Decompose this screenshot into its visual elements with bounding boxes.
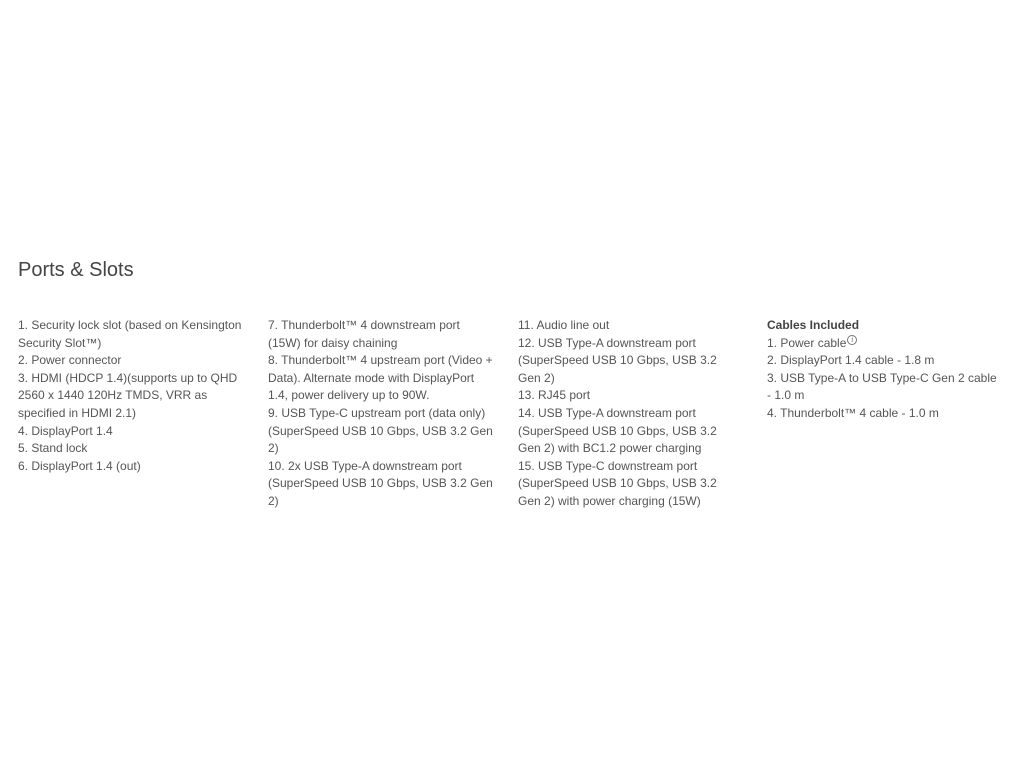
ports-column-2 bbox=[268, 317, 494, 511]
port-item: 14. USB Type-A downstream port (SuperSpeed USB 10 Gbps, USB 3.2 Gen 2) with BC1.2 power charging bbox=[518, 405, 717, 456]
port-item: 11. Audio line out bbox=[518, 318, 610, 332]
port-item: 8. Thunderbolt™ 4 upstream port (Video + Data). Alternate mode with DisplayPort 1.4, power delivery up to 90W. bbox=[268, 353, 493, 403]
port-item: 5. Stand lock bbox=[18, 441, 88, 456]
cable-item-label: 1. Power cable bbox=[767, 335, 847, 350]
port-item: 12. USB Type-A downstream port (SuperSpeed USB 10 Gbps, USB 3.2 Gen 2) bbox=[518, 335, 717, 385]
port-item: 3. HDMI (HDCP 1.4)(supports up to QHD 2560 x 1440 120Hz TMDS, VRR as specified in HDMI 2.1) bbox=[18, 370, 238, 420]
ports-column-1 bbox=[18, 317, 244, 475]
ports-column-3 bbox=[518, 317, 738, 511]
port-item: 9. USB Type-C upstream port (data only) (SuperSpeed USB 10 Gbps, USB 3.2 Gen 2) bbox=[268, 405, 493, 456]
info-circle-icon[interactable]: i bbox=[847, 335, 857, 345]
port-item: 15. USB Type-C downstream port (SuperSpeed USB 10 Gbps, USB 3.2 Gen 2) with power charging (15W) bbox=[518, 458, 717, 508]
port-item: 6. DisplayPort 1.4 (out) bbox=[18, 458, 141, 473]
port-item: 2. Power connector bbox=[18, 353, 122, 368]
cable-item bbox=[767, 335, 999, 353]
cables-column bbox=[767, 317, 999, 423]
port-item: 7. Thunderbolt™ 4 downstream port (15W) for daisy chaining bbox=[268, 318, 460, 350]
port-item: 1. Security lock slot (based on Kensington Security Slot™) bbox=[18, 318, 242, 350]
port-item: 4. DisplayPort 1.4 bbox=[18, 423, 113, 438]
cables-heading: Cables Included bbox=[767, 318, 860, 332]
port-item: 13. RJ45 port bbox=[518, 388, 591, 403]
cable-item: 3. USB Type-A to USB Type-C Gen 2 cable - 1.0 m bbox=[767, 370, 997, 403]
cable-item: 4. Thunderbolt™ 4 cable - 1.0 m bbox=[767, 405, 939, 420]
section-title: Ports & Slots bbox=[18, 259, 134, 281]
port-item: 10. 2x USB Type-A downstream port (SuperSpeed USB 10 Gbps, USB 3.2 Gen 2) bbox=[268, 458, 493, 508]
cable-item: 2. DisplayPort 1.4 cable - 1.8 m bbox=[767, 353, 935, 368]
